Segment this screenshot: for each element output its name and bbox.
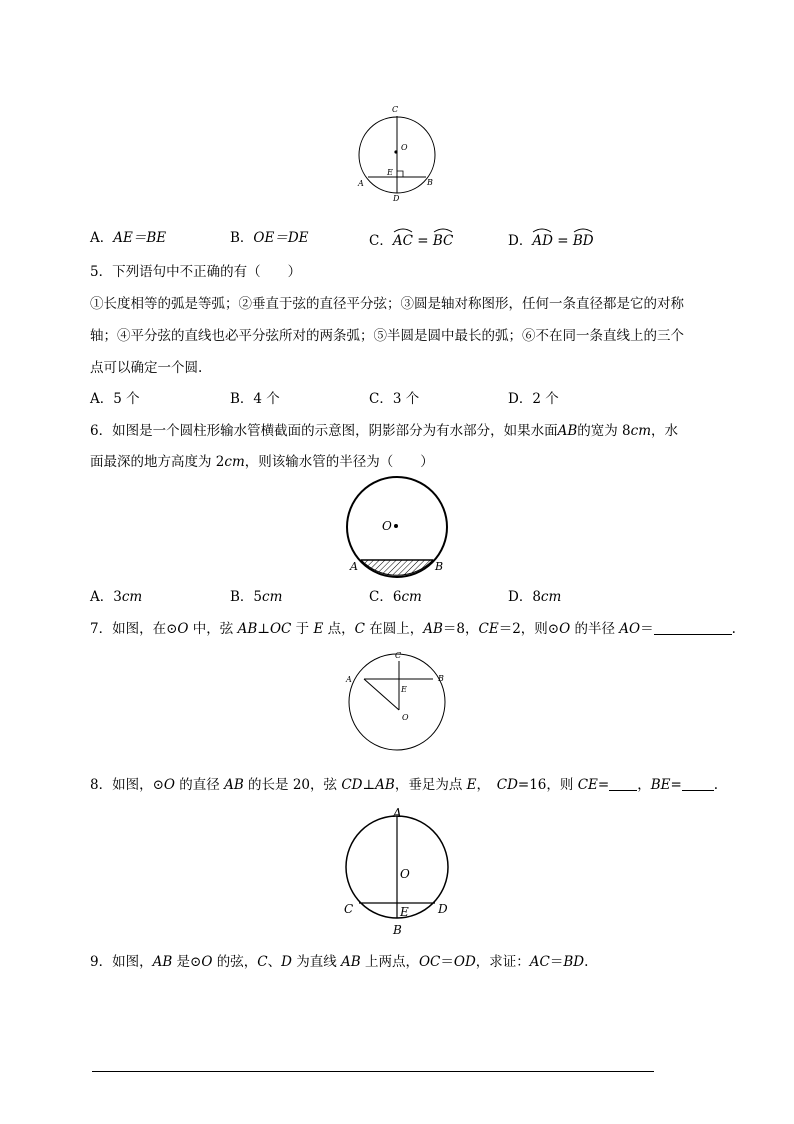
q4-label-b: B	[427, 178, 433, 187]
text: .	[713, 777, 719, 793]
var: E	[466, 777, 477, 793]
text: 为直线	[291, 954, 342, 970]
option-text: 5 个	[113, 391, 140, 407]
option-text: 2 个	[532, 391, 559, 407]
var: BD	[563, 954, 585, 970]
var: CD	[496, 777, 518, 793]
var: OC	[269, 621, 292, 637]
q6-label-o: O	[382, 519, 392, 533]
var: O	[201, 954, 213, 970]
q7-label-a: A	[346, 675, 352, 684]
var: CD	[341, 777, 363, 793]
var: AB	[423, 621, 443, 637]
q4-label-d: D	[393, 194, 400, 203]
option-letter: A．	[90, 230, 114, 246]
option-num: 3	[113, 589, 122, 605]
option-text: OE＝DE	[253, 230, 309, 246]
q8-label-d: D	[438, 902, 448, 916]
option-num: 5	[253, 589, 263, 605]
arc-text: BD	[572, 233, 594, 249]
var: D	[281, 954, 292, 970]
text: 9．如图，	[90, 954, 153, 970]
var: AB	[557, 423, 578, 439]
text: 的弦，	[212, 954, 258, 970]
var: OC	[418, 954, 441, 970]
option-text: AE＝BE	[113, 230, 167, 246]
text: 、	[267, 954, 282, 970]
q5-line-2: 轴；④平分弦的直线也必平分弦所对的两条弧；⑤半圆是圆中最长的弧；⑥不在同一条直线上的三个	[90, 328, 684, 344]
option-letter: D．	[508, 391, 533, 407]
q8-label-b: B	[393, 923, 402, 937]
var: O	[177, 621, 189, 637]
text: =	[670, 777, 682, 793]
text: ⊥	[257, 621, 270, 637]
text: ，	[637, 777, 651, 793]
text: 8．如图，⊙	[90, 777, 164, 793]
arc-text: BC	[432, 233, 454, 249]
text: ＝	[549, 954, 564, 970]
text: ，	[476, 777, 497, 793]
text: 中，弦	[188, 621, 238, 637]
arc-text: AD	[532, 233, 553, 249]
option-letter: B．	[230, 230, 254, 246]
q7-label-o: O	[402, 713, 409, 722]
option-letter: C．	[369, 391, 393, 407]
footer-rule	[92, 1071, 654, 1072]
text: ＝	[640, 621, 654, 637]
text: ，求证：	[475, 954, 530, 970]
q8-label-e: E	[400, 905, 409, 919]
text: 6．如图是一个圆柱形输水管横截面的示意图，阴影部分为有水部分，如果水面	[90, 423, 558, 439]
option-letter: D．	[508, 233, 533, 249]
q4-label-c: C	[392, 105, 399, 114]
text: 于	[291, 621, 314, 637]
q7-label-c: C	[395, 651, 402, 660]
text: 的宽为 8	[577, 423, 631, 439]
var: O	[163, 777, 175, 793]
var: AB	[341, 954, 361, 970]
option-letter: B．	[230, 391, 254, 407]
text: 面最深的地方高度为 2	[90, 454, 225, 470]
q5-stem: 5．下列语句中不正确的有（ ）	[90, 264, 302, 280]
unit: cm	[630, 423, 652, 439]
equals-sign: =	[552, 233, 573, 249]
arc-text: AC	[392, 233, 413, 249]
text: 上两点，	[360, 954, 419, 970]
q7-label-e: E	[401, 685, 407, 694]
option-letter: C．	[369, 233, 393, 249]
equals-sign: =	[412, 233, 433, 249]
text: ＝2，则⊙	[498, 621, 560, 637]
text: .	[731, 621, 736, 637]
var: E	[313, 621, 324, 637]
text: 是⊙	[172, 954, 202, 970]
text: ＝8，	[442, 621, 479, 637]
q5-line-3: 点可以确定一个圆.	[90, 360, 203, 376]
var: O	[559, 621, 571, 637]
text: ，垂足为点	[394, 777, 467, 793]
text: 7．如图，在⊙	[90, 621, 178, 637]
text: 的半径	[570, 621, 620, 637]
text: 的直径	[174, 777, 225, 793]
text: .	[584, 954, 589, 970]
var: CE	[478, 621, 499, 637]
option-letter: A．	[90, 589, 114, 605]
option-num: 6	[392, 589, 402, 605]
option-letter: D．	[508, 589, 533, 605]
q5-line-1: ①长度相等的弧是等弧；②垂直于弦的直径平分弦；③圆是轴对称图形，任何一条直径都是它的对称	[90, 296, 684, 312]
text: 的长是 20，弦	[243, 777, 342, 793]
text: ＝	[440, 954, 454, 970]
option-unit: cm	[262, 589, 283, 605]
text: ，水	[651, 423, 679, 439]
var: AB	[237, 621, 258, 637]
option-unit: cm	[121, 589, 143, 605]
var: AB	[224, 777, 244, 793]
q8-label-c: C	[344, 902, 354, 916]
option-num: 8	[532, 589, 541, 605]
q8-label-a: A	[393, 806, 402, 820]
var: BE	[650, 777, 671, 793]
option-letter: C．	[369, 589, 393, 605]
var: AO	[619, 621, 641, 637]
q4-label-o: O	[401, 143, 408, 152]
var: AB	[152, 954, 173, 970]
q6-label-b: B	[435, 560, 444, 573]
var: C	[354, 621, 365, 637]
text: 点，	[323, 621, 355, 637]
text: =16，则	[517, 777, 578, 793]
option-unit: cm	[540, 589, 562, 605]
q8-label-o: O	[400, 867, 410, 881]
option-letter: A．	[90, 391, 114, 407]
option-unit: cm	[401, 589, 422, 605]
q4-label-a: A	[358, 179, 364, 188]
text: =	[597, 777, 610, 793]
var: AB	[375, 777, 395, 793]
option-letter: B．	[230, 589, 254, 605]
var: OD	[453, 954, 476, 970]
q4-label-e: E	[387, 168, 393, 177]
text: 在圆上，	[364, 621, 424, 637]
text: ⊥	[362, 777, 376, 793]
q6-label-a: A	[350, 560, 358, 573]
unit: cm	[224, 454, 245, 470]
text: ，则该输水管的半径为（ ）	[244, 454, 434, 470]
option-text: 4 个	[253, 391, 280, 407]
var: AC	[529, 954, 550, 970]
q7-label-b: B	[438, 674, 444, 683]
q9-stem	[90, 953, 588, 971]
option-text: 3 个	[392, 391, 420, 407]
var: C	[257, 954, 268, 970]
var: CE	[577, 777, 598, 793]
